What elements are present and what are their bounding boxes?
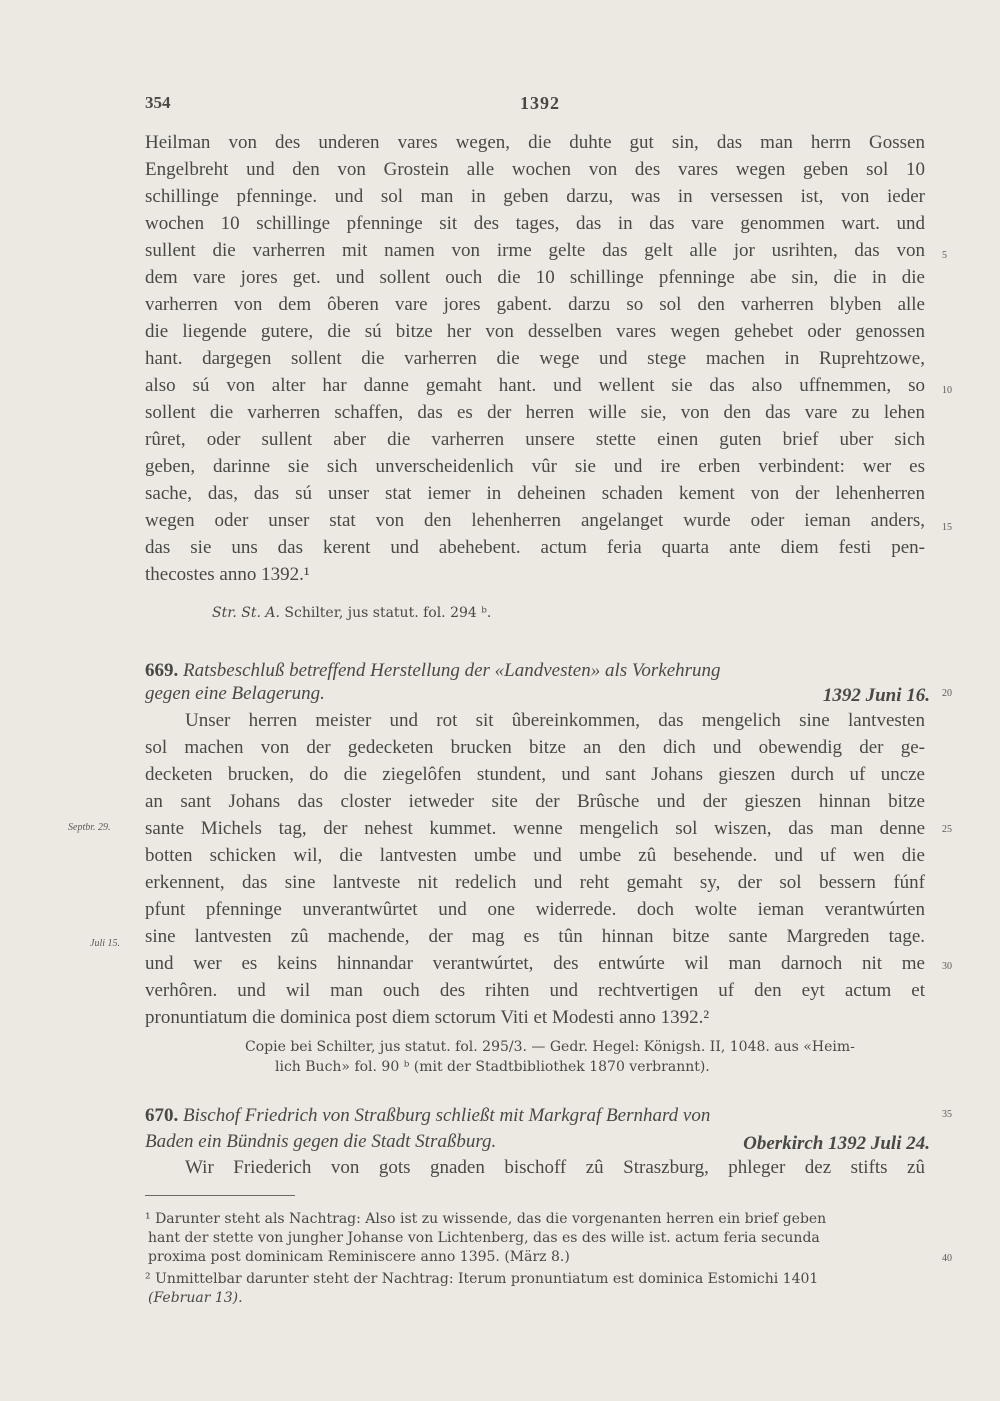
body-line: varherren von dem ôberen vare jores gabent. darzu so sol den varherren blyben alle — [145, 294, 925, 315]
body-line: die liegende gutere, die sú bitze her von desselben vares wegen gehebet oder genossen — [145, 321, 925, 342]
body-line: sache, das, das sú unser stat iemer in deheinen schaden kement von der lehenherren — [145, 483, 925, 504]
body-line: rûret, oder sullent aber die varherren unsere stette einen guten brief uber sich — [145, 429, 925, 450]
line-number: 25 — [942, 824, 952, 835]
doc-669-heading — [145, 659, 935, 683]
footnote-1-cont: hant der stette von jungher Johanse von Lichtenberg, das es des wille ist. actum feria secunda — [148, 1230, 820, 1246]
doc-669-line: verhôren. und wil man ouch des rihten und rechtvertigen uf den eyt actum et — [145, 980, 925, 1001]
line-number: 10 — [942, 385, 952, 396]
body-line: also sú von alter har danne gemaht hant. und wellent sie das also uffnemmen, so — [145, 375, 925, 396]
doc-669-line: Unser herren meister und rot sit ûbereinkommen, das mengelich sine lantvesten — [185, 710, 925, 731]
running-year: 1392 — [520, 93, 560, 113]
doc-669-line: sante Michels tag, der nehest kummet. wenne mengelich sol wiszen, das man denne — [145, 818, 925, 839]
line-number: 30 — [942, 961, 952, 972]
line-number: 40 — [942, 1253, 952, 1264]
footnote-2-cont: (Februar 13). — [148, 1290, 243, 1306]
doc-669-heading-cont — [145, 682, 935, 706]
source-citation: Copie bei Schilter, jus statut. fol. 295/3. — Gedr. Hegel: Königsh. II, 1048. aus «Heim- — [245, 1039, 855, 1055]
line-number: 15 — [942, 522, 952, 533]
doc-669-line: decketen brucken, do die ziegelôfen stundent, und sant Johans gieszen durch uf uncze — [145, 764, 925, 785]
footnote-rule — [145, 1195, 295, 1196]
body-line: Engelbreht und den von Grostein alle wochen von des vares wegen geben sol 10 — [145, 159, 925, 180]
body-line: sullent die varherren mit namen von irme gelte das gelt alle jor usrihten, das von — [145, 240, 925, 261]
doc-date: Oberkirch 1392 Juli 24. — [743, 1133, 930, 1154]
doc-669-line: sine lantvesten zû machende, der mag es tûn hinnan bitze sante Margreden tage. — [145, 926, 925, 947]
doc-number: 669. — [145, 660, 179, 681]
source-citation-cont: lich Buch» fol. 90 ᵇ (mit der Stadtbibliothek 1870 verbrannt). — [275, 1059, 710, 1075]
page-number: 354 — [145, 93, 171, 112]
footnote-1-cont: proxima post dominicam Reminiscere anno 1395. (März 8.) — [148, 1249, 570, 1265]
footnote-2: ² Unmittelbar darunter steht der Nachtrag: Iterum pronuntiatum est dominica Estomichi 1401 — [145, 1271, 819, 1287]
body-line: wegen oder unser stat von den lehenherren angelanget wurde oder ieman anders, — [145, 510, 925, 531]
doc-title: Ratsbeschluß betreffend Herstellung der «Landvesten» als Vorkehrung — [183, 660, 721, 681]
doc-title: Bischof Friedrich von Straßburg schließt mit Markgraf Bernhard von — [183, 1105, 711, 1126]
doc-title-cont: Baden ein Bündnis gegen die Stadt Straßburg. — [145, 1131, 497, 1152]
doc-670-heading-cont — [145, 1130, 935, 1154]
doc-670-line: Wir Friederich von gots gnaden bischoff zû Straszburg, phleger dez stifts zû — [185, 1157, 925, 1178]
margin-note: Septbr. 29. — [68, 822, 111, 833]
body-line: geben, darinne sie sich unverscheidenlich vûr sie und ire erben verbindent: wer es — [145, 456, 925, 477]
source-text: Schilter, jus statut. fol. 294 ᵇ. — [284, 605, 492, 621]
footnote-1: ¹ Darunter steht als Nachtrag: Also ist zu wissende, das die vorgenanten herren ein brief geben — [145, 1211, 827, 1227]
doc-669-line: pfunt pfenninge unverantwûrtet und one widerrede. doch wolte ieman verantwúrten — [145, 899, 925, 920]
source-archive: Str. St. A. — [212, 605, 280, 621]
body-line: sollent die varherren schaffen, das es der herren wille sie, von den das vare zu lehen — [145, 402, 925, 423]
body-line: thecostes anno 1392.¹ — [145, 564, 310, 585]
doc-date: 1392 Juni 16. — [822, 685, 930, 706]
body-line: das sie uns das kerent und abehebent. actum feria quarta ante diem festi pen- — [145, 537, 925, 558]
body-line: Heilman von des underen vares wegen, die duhte gut sin, das man herrn Gossen — [145, 132, 925, 153]
body-line: dem vare jores get. und sollent ouch die 10 schillinge pfenninge abe sin, die in die — [145, 267, 925, 288]
line-number: 5 — [942, 250, 947, 261]
doc-title-cont: gegen eine Belagerung. — [145, 683, 325, 704]
line-number: 35 — [942, 1109, 952, 1120]
doc-669-line: sol machen von der gedecketen brucken bitze an den dich und obewendig der ge- — [145, 737, 925, 758]
body-line: wochen 10 schillinge pfenninge sit des tages, das in das vare genommen wart. und — [145, 213, 925, 234]
doc-670-heading — [145, 1104, 935, 1128]
doc-669-line: pronuntiatum die dominica post diem sctorum Viti et Modesti anno 1392.² — [145, 1007, 710, 1028]
line-number: 20 — [942, 688, 952, 699]
doc-669-line: und wer es keins hinnandar verantwúrtet, des entwúrte wil man darnoch nit me — [145, 953, 925, 974]
margin-note: Juli 15. — [90, 938, 120, 949]
doc-669-line: an sant Johans das closter ietweder site der Brûsche und der gieszen hinnan bitze — [145, 791, 925, 812]
source-citation — [212, 604, 491, 622]
page-header — [145, 93, 935, 117]
doc-number: 670. — [145, 1105, 179, 1126]
doc-669-line: botten schicken wil, die lantvesten umbe und umbe zû besehende. und uf wen die — [145, 845, 925, 866]
body-line: schillinge pfenninge. und sol man in geben darzu, was in versessen ist, von ieder — [145, 186, 925, 207]
doc-669-line: erkennent, das sine lantveste nit redelich und reht gemaht sy, der sol bessern fúnf — [145, 872, 925, 893]
body-line: hant. dargegen sollent die varherren die wege und stege machen in Ruprehtzowe, — [145, 348, 925, 369]
